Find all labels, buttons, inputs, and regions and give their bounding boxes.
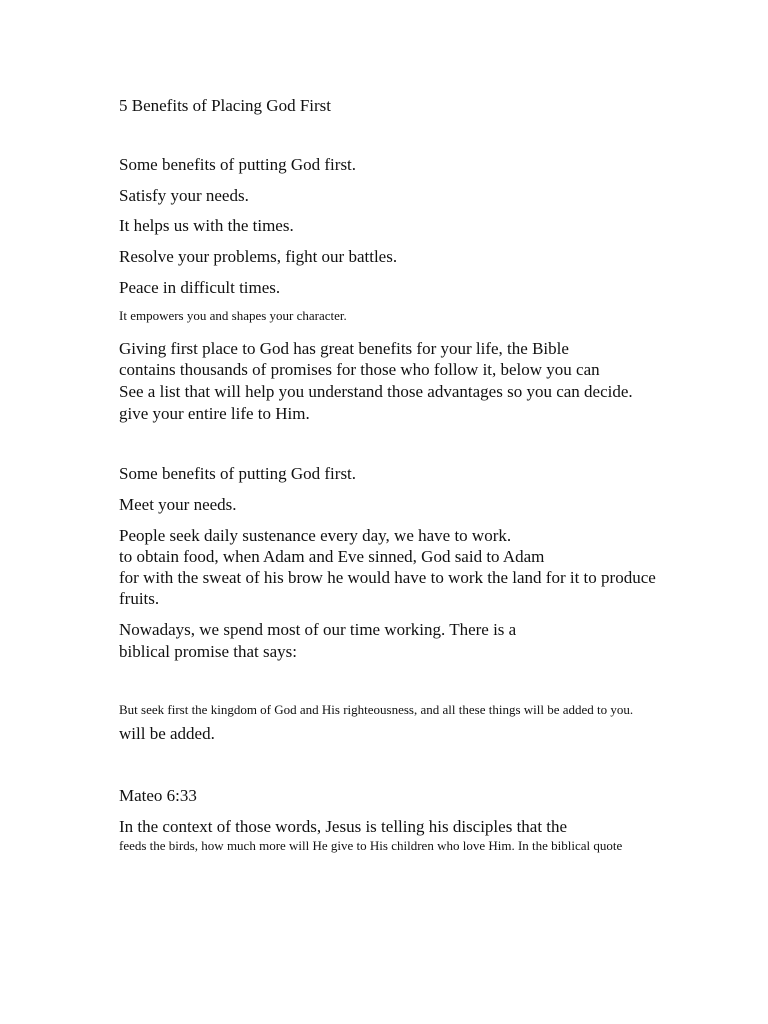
paragraph-line: biblical promise that says: xyxy=(119,642,297,661)
paragraph-line: contains thousands of promises for those who follow it, below you can xyxy=(119,360,600,379)
benefit-item: Peace in difficult times. xyxy=(119,278,281,297)
benefit-item-small: It empowers you and shapes your character. xyxy=(119,308,347,323)
benefit-item: Satisfy your needs. xyxy=(119,186,249,205)
paragraph-line: See a list that will help you understand those advantages so you can decide. xyxy=(119,382,633,401)
paragraph-line: fruits. xyxy=(119,589,160,608)
paragraph-line: Nowadays, we spend most of our time working. There is a xyxy=(119,620,517,639)
benefit-item: It helps us with the times. xyxy=(119,216,294,235)
bible-quote-tail: will be added. xyxy=(119,724,215,743)
paragraph-line-small: feeds the birds, how much more will He give to His children who love Him. In the biblical quote xyxy=(119,838,623,853)
section1-intro: Some benefits of putting God first. xyxy=(119,155,357,174)
paragraph-line: Giving first place to God has great benefits for your life, the Bible xyxy=(119,339,569,358)
paragraph-line: give your entire life to Him. xyxy=(119,404,310,423)
document-title: 5 Benefits of Placing God First xyxy=(119,96,332,115)
bible-reference: Mateo 6:33 xyxy=(119,786,197,805)
paragraph-line: People seek daily sustenance every day, we have to work. xyxy=(119,526,512,545)
benefit-item: Resolve your problems, fight our battles. xyxy=(119,247,398,266)
paragraph-line: In the context of those words, Jesus is telling his disciples that the xyxy=(119,817,568,836)
paragraph-line: to obtain food, when Adam and Eve sinned, God said to Adam xyxy=(119,547,545,566)
section2-intro: Some benefits of putting God first. xyxy=(119,464,357,483)
section2-heading: Meet your needs. xyxy=(119,495,237,514)
bible-quote: But seek first the kingdom of God and His righteousness, and all these things will be added to you. xyxy=(119,702,634,717)
paragraph-line: for with the sweat of his brow he would have to work the land for it to produce xyxy=(119,568,656,587)
